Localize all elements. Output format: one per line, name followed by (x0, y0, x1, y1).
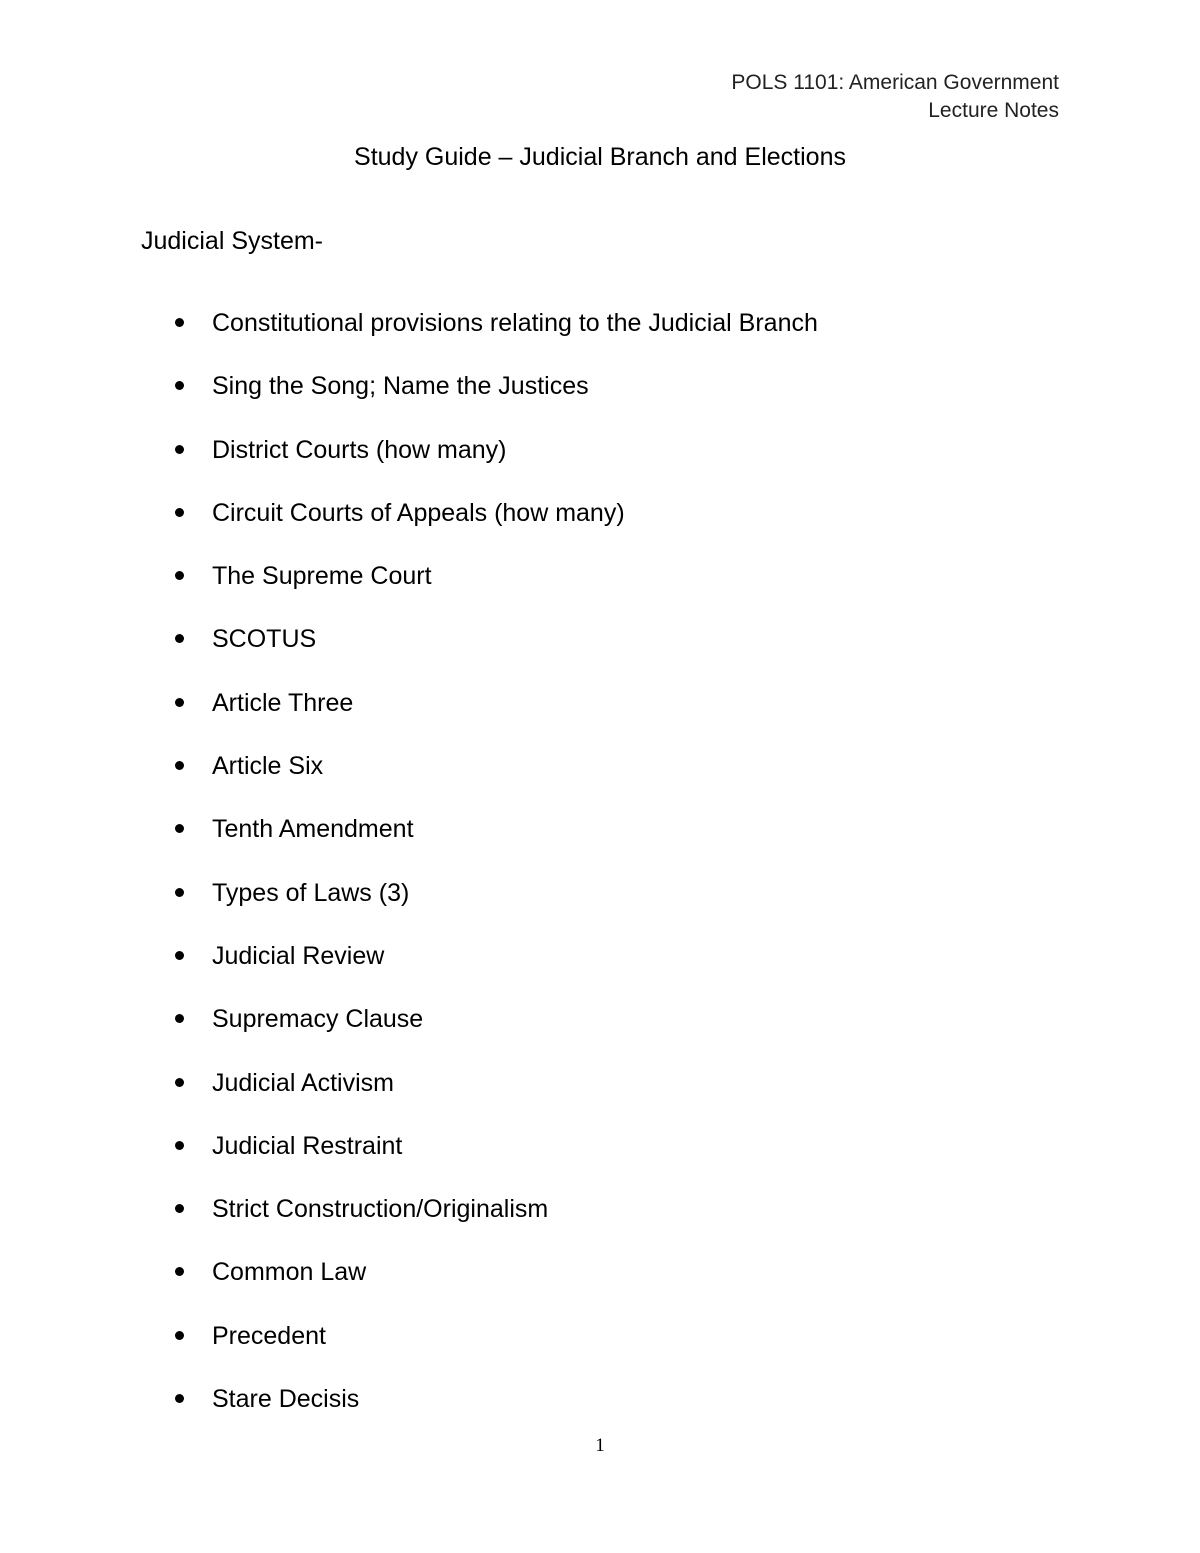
bullet-icon (175, 1394, 184, 1403)
bullet-icon (175, 634, 184, 643)
bullet-icon (175, 761, 184, 770)
list-item-text: Constitutional provisions relating to the Judicial Branch (212, 309, 818, 337)
list-item (0, 306, 1200, 369)
list-item (0, 622, 1200, 685)
bullet-icon (175, 698, 184, 707)
list-item-text: Sing the Song; Name the Justices (212, 372, 589, 401)
topic-list (0, 306, 1200, 1445)
header-subtitle: Lecture Notes (928, 99, 1059, 122)
list-item-text: Types of Laws (3) (212, 878, 410, 907)
list-item-text: Tenth Amendment (212, 815, 414, 844)
list-item-text: Article Three (212, 688, 354, 717)
bullet-icon (175, 951, 184, 960)
bullet-icon (175, 1141, 184, 1150)
page-number: 1 (595, 1435, 605, 1456)
bullet-icon (175, 888, 184, 897)
list-item (0, 1255, 1200, 1318)
page-header (731, 69, 1059, 125)
bullet-icon (175, 824, 184, 833)
list-item (0, 496, 1200, 559)
list-item-text: Article Six (212, 752, 324, 781)
list-item-text: Precedent (212, 1321, 326, 1350)
list-item-text: Judicial Restraint (212, 1131, 403, 1160)
list-item (0, 1002, 1200, 1065)
list-item-text: Judicial Activism (212, 1068, 394, 1097)
course-title: POLS 1101: American Government (731, 71, 1059, 94)
bullet-icon (175, 1331, 184, 1340)
list-item (0, 1319, 1200, 1382)
list-item-text: Common Law (212, 1258, 367, 1287)
bullet-icon (175, 1078, 184, 1087)
section-heading: Judicial System- (141, 227, 323, 255)
list-item (0, 433, 1200, 496)
list-item-text: Circuit Courts of Appeals (how many) (212, 498, 625, 527)
document-title: Study Guide – Judicial Branch and Elections (354, 143, 846, 171)
list-item (0, 1192, 1200, 1255)
list-item-text: SCOTUS (212, 625, 317, 654)
list-item-text: Stare Decisis (212, 1385, 360, 1414)
bullet-icon (175, 1204, 184, 1213)
list-item-text: Supremacy Clause (212, 1005, 424, 1034)
bullet-icon (175, 1267, 184, 1276)
list-item (0, 369, 1200, 432)
list-item-text: District Courts (how many) (212, 435, 507, 464)
list-item (0, 876, 1200, 939)
list-item (0, 1129, 1200, 1192)
list-item (0, 1066, 1200, 1129)
bullet-icon (175, 508, 184, 517)
list-item (0, 749, 1200, 812)
list-item-text: Strict Construction/Originalism (212, 1195, 549, 1224)
bullet-icon (175, 445, 184, 454)
list-item-text: The Supreme Court (212, 562, 432, 591)
list-item (0, 939, 1200, 1002)
list-item-text: Judicial Review (212, 941, 385, 970)
list-item (0, 559, 1200, 622)
list-item (0, 812, 1200, 875)
list-item (0, 686, 1200, 749)
bullet-icon (175, 571, 184, 580)
bullet-icon (175, 381, 184, 390)
bullet-icon (175, 1014, 184, 1023)
bullet-icon (175, 318, 184, 327)
